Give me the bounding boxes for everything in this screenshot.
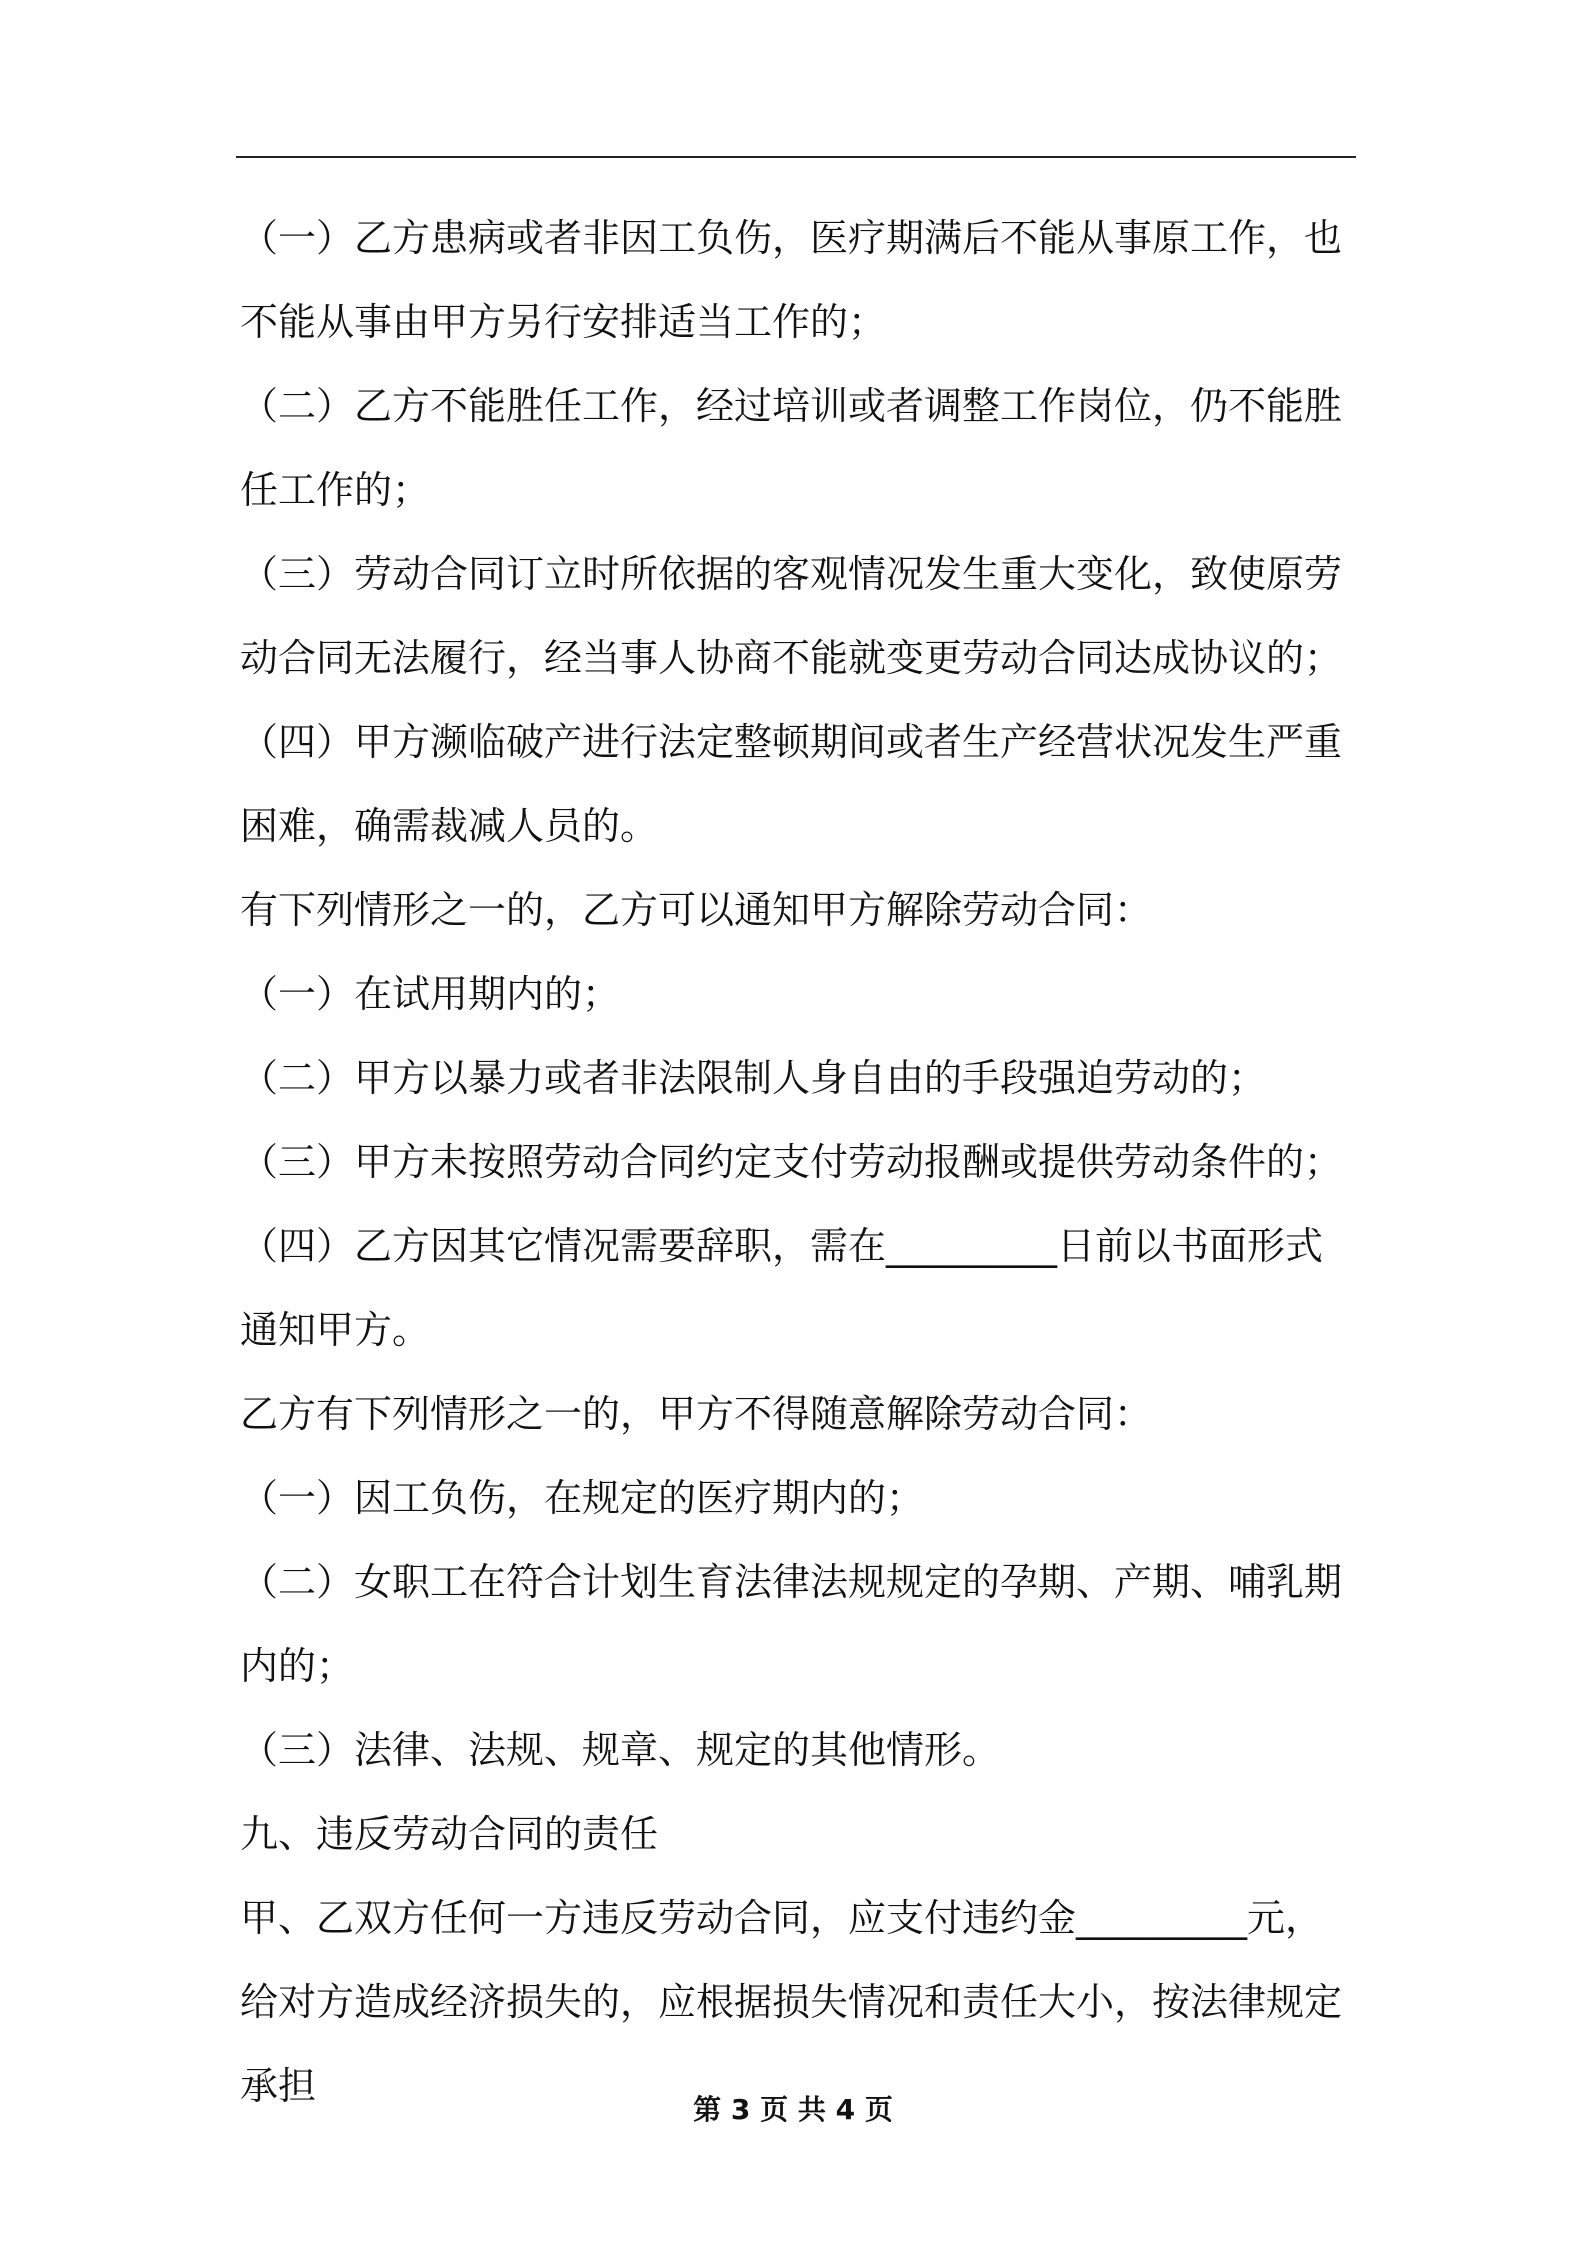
page-number: 第 3 页 共 4 页 — [693, 2093, 893, 2126]
paragraph-employee-termination-heading: 有下列情形之一的，乙方可以通知甲方解除劳动合同： — [240, 888, 1153, 932]
paragraph-forced-labor: （二）甲方以暴力或者非法限制人身自由的手段强迫劳动的； — [240, 1056, 1267, 1100]
paragraph-work-injury: （一）因工负伤，在规定的医疗期内的； — [240, 1476, 925, 1520]
document-body — [240, 196, 1360, 2128]
paragraph-illness-injury: （一）乙方患病或者非因工负伤，医疗期满后不能从事原工作，也不能从事由甲方另行安排适当工作的； — [240, 216, 1343, 344]
paragraph-bankruptcy-layoff: （四）甲方濒临破产进行法定整顿期间或者生产经营状况发生严重困难，确需裁减人员的。 — [240, 720, 1343, 848]
section-heading-breach-liability: 九、违反劳动合同的责任 — [240, 1812, 659, 1856]
paragraph-incompetence: （二）乙方不能胜任工作，经过培训或者调整工作岗位，仍不能胜任工作的； — [240, 384, 1343, 512]
paragraph-other-circumstances: （三）法律、法规、规章、规定的其他情形。 — [240, 1728, 1001, 1772]
paragraph-probation: （一）在试用期内的； — [240, 972, 621, 1016]
paragraph-circumstance-change: （三）劳动合同订立时所依据的客观情况发生重大变化，致使原劳动合同无法履行，经当事人协商不能就变更劳动合同达成协议的； — [240, 552, 1343, 680]
paragraph-protected-termination-heading: 乙方有下列情形之一的，甲方不得随意解除劳动合同： — [240, 1392, 1153, 1436]
paragraph-breach-penalty: 甲、乙双方任何一方违反劳动合同，应支付违约金_________元，给对方造成经济损失的，应根据损失情况和责任大小，按法律规定承担 — [240, 1896, 1343, 2108]
header-rule — [236, 156, 1356, 158]
paragraph-female-employee: （二）女职工在符合计划生育法律法规规定的孕期、产期、哺乳期内的； — [240, 1560, 1343, 1688]
paragraph-unpaid-remuneration: （三）甲方未按照劳动合同约定支付劳动报酬或提供劳动条件的； — [240, 1140, 1343, 1184]
paragraph-resignation-notice: （四）乙方因其它情况需要辞职，需在_________日前以书面形式通知甲方。 — [240, 1224, 1324, 1352]
